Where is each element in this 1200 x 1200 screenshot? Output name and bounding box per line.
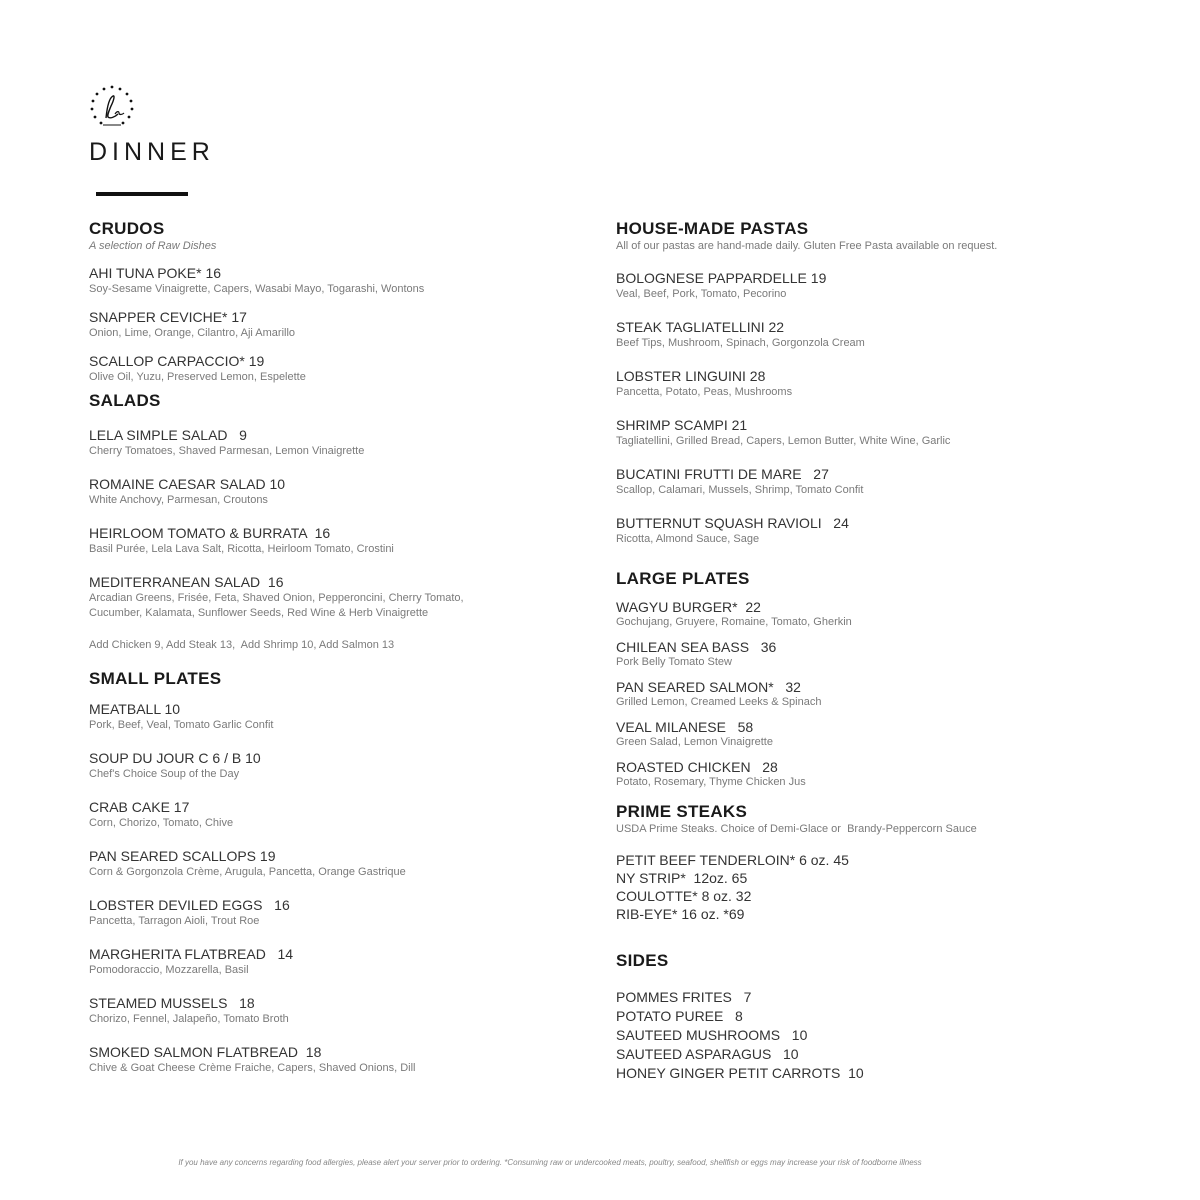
title-underline bbox=[96, 192, 188, 196]
item-description: White Anchovy, Parmesan, Croutons bbox=[89, 494, 268, 506]
item-name: SHRIMP SCAMPI 21 bbox=[616, 417, 748, 433]
item-description: Veal, Beef, Pork, Tomato, Pecorino bbox=[616, 288, 787, 300]
section-salads bbox=[89, 391, 559, 653]
item-name: STEAK TAGLIATELLINI 22 bbox=[616, 319, 785, 335]
item-name: LOBSTER DEVILED EGGS 16 bbox=[89, 897, 290, 913]
item-description: Chive & Goat Cheese Crème Fraiche, Capers, Shaved Onions, Dill bbox=[89, 1062, 416, 1074]
section-crudos bbox=[89, 219, 559, 385]
menu-item bbox=[89, 749, 559, 782]
menu-item bbox=[616, 639, 1116, 670]
section-small-plates bbox=[89, 669, 559, 1076]
menu-item bbox=[89, 847, 559, 880]
item-name: MARGHERITA FLATBREAD 14 bbox=[89, 946, 294, 962]
side-item: SAUTEED MUSHROOMS 10 bbox=[616, 1027, 808, 1043]
section-title: LARGE PLATES bbox=[616, 569, 750, 588]
item-name: ROMAINE CAESAR SALAD 10 bbox=[89, 476, 286, 492]
steak-item: COULOTTE* 8 oz. 32 bbox=[616, 888, 752, 904]
item-description: Corn & Gorgonzola Crème, Arugula, Pancetta, Orange Gastrique bbox=[89, 866, 406, 878]
item-name: MEDITERRANEAN SALAD 16 bbox=[89, 574, 284, 590]
item-name: BOLOGNESE PAPPARDELLE 19 bbox=[616, 270, 827, 286]
item-name: MEATBALL 10 bbox=[89, 701, 181, 717]
side-item: HONEY GINGER PETIT CARROTS 10 bbox=[616, 1065, 864, 1081]
restaurant-logo bbox=[89, 84, 135, 130]
menu-title: DINNER bbox=[89, 138, 215, 166]
side-item: POMMES FRITES 7 bbox=[616, 989, 752, 1005]
item-name: LOBSTER LINGUINI 28 bbox=[616, 368, 766, 384]
menu-item bbox=[616, 759, 1116, 790]
item-description: Scallop, Calamari, Mussels, Shrimp, Tomato Confit bbox=[616, 484, 864, 496]
item-description: Pancetta, Tarragon Aioli, Trout Roe bbox=[89, 915, 260, 927]
section-title: SMALL PLATES bbox=[89, 669, 222, 688]
sides-list bbox=[616, 988, 1116, 1083]
item-description: Pork, Beef, Veal, Tomato Garlic Confit bbox=[89, 719, 274, 731]
item-description: Beef Tips, Mushroom, Spinach, Gorgonzola Cream bbox=[616, 337, 865, 349]
menu-item bbox=[89, 945, 559, 978]
item-description: Arcadian Greens, Frisée, Feta, Shaved Onion, Pepperoncini, Cherry Tomato, bbox=[89, 592, 464, 604]
menu-item bbox=[616, 416, 1116, 449]
item-description: Ricotta, Almond Sauce, Sage bbox=[616, 533, 760, 545]
item-description: Olive Oil, Yuzu, Preserved Lemon, Espelette bbox=[89, 371, 306, 383]
item-description: Corn, Chorizo, Tomato, Chive bbox=[89, 817, 234, 829]
item-description-continued: Cucumber, Kalamata, Sunflower Seeds, Red Wine & Herb Vinaigrette bbox=[89, 607, 429, 619]
section-title: PRIME STEAKS bbox=[616, 802, 748, 821]
item-description: Onion, Lime, Orange, Cilantro, Aji Amarillo bbox=[89, 327, 296, 339]
item-name: HEIRLOOM TOMATO & BURRATA 16 bbox=[89, 525, 331, 541]
item-name: LELA SIMPLE SALAD 9 bbox=[89, 427, 247, 443]
menu-item bbox=[89, 573, 559, 621]
right-column bbox=[616, 219, 1116, 1083]
menu-item bbox=[616, 465, 1116, 498]
section-title: SALADS bbox=[89, 391, 161, 410]
item-name: ROASTED CHICKEN 28 bbox=[616, 759, 778, 775]
item-name: PAN SEARED SCALLOPS 19 bbox=[89, 848, 276, 864]
item-description: Tagliatellini, Grilled Bread, Capers, Lemon Butter, White Wine, Garlic bbox=[616, 435, 951, 447]
item-description: Pork Belly Tomato Stew bbox=[616, 656, 732, 668]
steak-list bbox=[616, 851, 1116, 923]
steak-item: NY STRIP* 12oz. 65 bbox=[616, 870, 748, 886]
menu-item bbox=[89, 308, 559, 341]
item-description: Potato, Rosemary, Thyme Chicken Jus bbox=[616, 776, 806, 788]
item-name: AHI TUNA POKE* 16 bbox=[89, 265, 222, 281]
item-name: BUCATINI FRUTTI DE MARE 27 bbox=[616, 466, 829, 482]
item-name: SCALLOP CARPACCIO* 19 bbox=[89, 353, 265, 369]
item-name: VEAL MILANESE 58 bbox=[616, 719, 754, 735]
section-sides bbox=[616, 951, 1116, 1083]
menu-item bbox=[616, 599, 1116, 630]
menu-item bbox=[89, 798, 559, 831]
item-name: PAN SEARED SALMON* 32 bbox=[616, 679, 801, 695]
item-name: CRAB CAKE 17 bbox=[89, 799, 190, 815]
menu-item bbox=[89, 426, 559, 459]
side-item: POTATO PUREE 8 bbox=[616, 1008, 743, 1024]
section-title: HOUSE-MADE PASTAS bbox=[616, 219, 809, 238]
item-name: BUTTERNUT SQUASH RAVIOLI 24 bbox=[616, 515, 849, 531]
section-title: CRUDOS bbox=[89, 219, 165, 238]
steak-item: PETIT BEEF TENDERLOIN* 6 oz. 45 bbox=[616, 852, 849, 868]
section-prime-steaks bbox=[616, 802, 1116, 923]
item-description: Green Salad, Lemon Vinaigrette bbox=[616, 736, 773, 748]
item-description: Basil Purée, Lela Lava Salt, Ricotta, Heirloom Tomato, Crostini bbox=[89, 543, 394, 555]
section-subtitle: USDA Prime Steaks. Choice of Demi-Glace or Brandy-Peppercorn Sauce bbox=[616, 823, 977, 835]
item-description: Chef's Choice Soup of the Day bbox=[89, 768, 240, 780]
steak-item: RIB-EYE* 16 oz. *69 bbox=[616, 906, 745, 922]
menu-item bbox=[89, 1043, 559, 1076]
item-name: SOUP DU JOUR C 6 / B 10 bbox=[89, 750, 261, 766]
menu-item bbox=[89, 700, 559, 733]
section-subtitle: A selection of Raw Dishes bbox=[89, 240, 217, 252]
left-column bbox=[89, 219, 559, 1076]
menu-item bbox=[89, 352, 559, 385]
item-description: Pomodoraccio, Mozzarella, Basil bbox=[89, 964, 249, 976]
menu-item bbox=[616, 269, 1116, 302]
item-description: Grilled Lemon, Creamed Leeks & Spinach bbox=[616, 696, 822, 708]
section-title: SIDES bbox=[616, 951, 669, 970]
menu-item bbox=[616, 367, 1116, 400]
item-description: Chorizo, Fennel, Jalapeño, Tomato Broth bbox=[89, 1013, 289, 1025]
allergy-disclaimer: If you have any concerns regarding food allergies, please alert your server prior to ordering. *Consuming raw or undercooked meats, poultry, seafood, shellfish or eggs may increase your risk of foodborne illness bbox=[178, 1158, 922, 1167]
section-large-plates bbox=[616, 569, 1116, 790]
item-name: CHILEAN SEA BASS 36 bbox=[616, 639, 777, 655]
item-description: Pancetta, Potato, Peas, Mushrooms bbox=[616, 386, 793, 398]
side-item: SAUTEED ASPARAGUS 10 bbox=[616, 1046, 799, 1062]
menu-item bbox=[89, 264, 559, 297]
menu-item bbox=[616, 318, 1116, 351]
section-house-made-pastas bbox=[616, 219, 1116, 547]
menu-item bbox=[89, 524, 559, 557]
item-name: STEAMED MUSSELS 18 bbox=[89, 995, 255, 1011]
item-description: Soy-Sesame Vinaigrette, Capers, Wasabi Mayo, Togarashi, Wontons bbox=[89, 283, 425, 295]
item-description: Cherry Tomatoes, Shaved Parmesan, Lemon Vinaigrette bbox=[89, 445, 365, 457]
menu-item bbox=[616, 679, 1116, 710]
menu-item bbox=[89, 896, 559, 929]
item-description: Gochujang, Gruyere, Romaine, Tomato, Gherkin bbox=[616, 616, 852, 628]
salad-addons: Add Chicken 9, Add Steak 13, Add Shrimp 10, Add Salmon 13 bbox=[89, 639, 395, 651]
section-subtitle: All of our pastas are hand-made daily. Gluten Free Pasta available on request. bbox=[616, 240, 998, 252]
menu-item bbox=[89, 994, 559, 1027]
menu-item bbox=[89, 475, 559, 508]
menu-item bbox=[616, 514, 1116, 547]
item-name: SNAPPER CEVICHE* 17 bbox=[89, 309, 247, 325]
menu-item bbox=[616, 719, 1116, 750]
item-name: WAGYU BURGER* 22 bbox=[616, 599, 761, 615]
item-name: SMOKED SALMON FLATBREAD 18 bbox=[89, 1044, 322, 1060]
